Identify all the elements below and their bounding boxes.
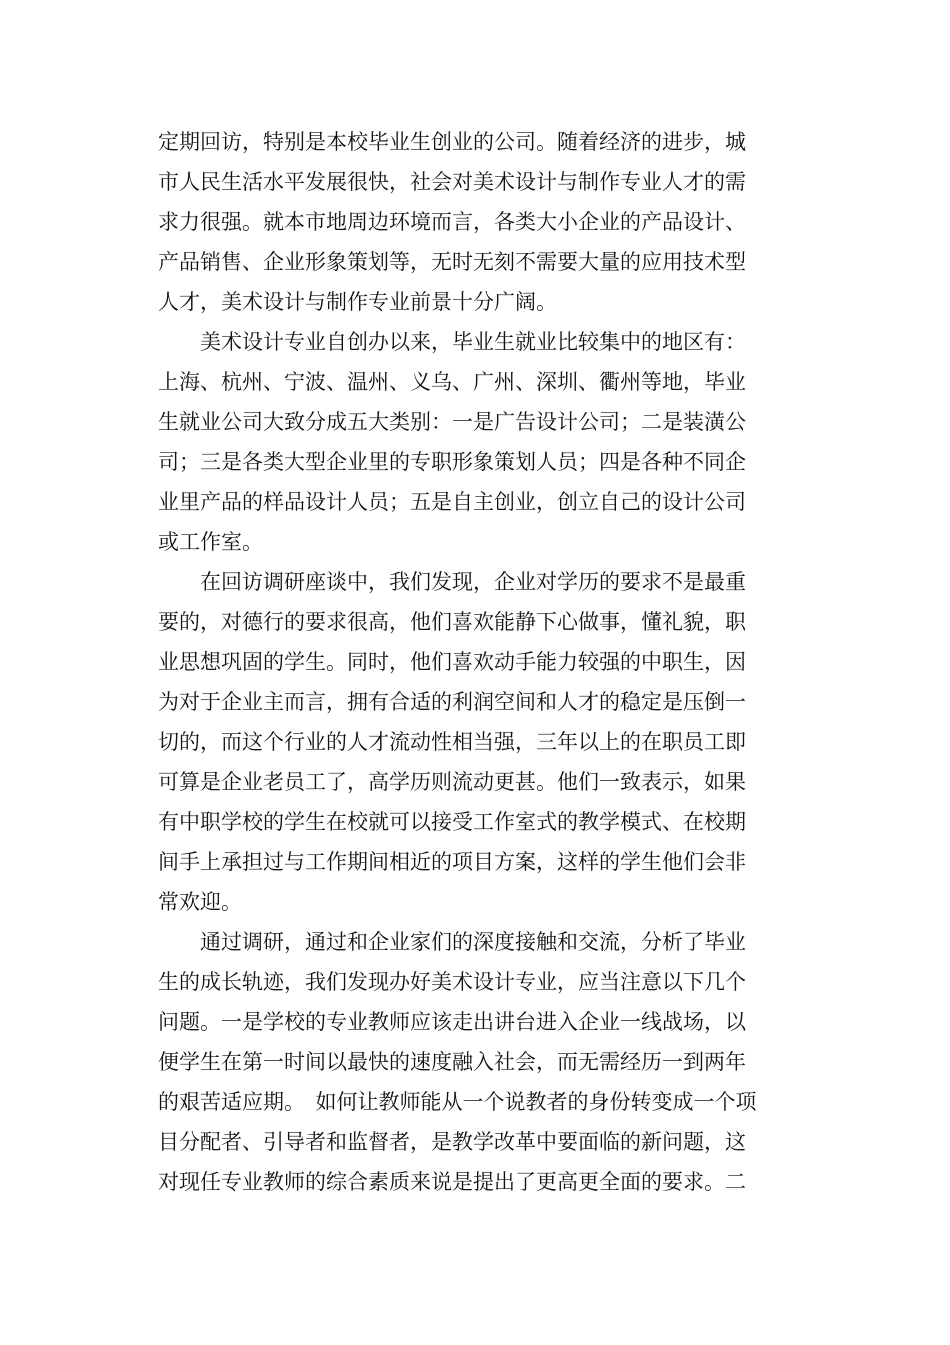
text-line: 生就业公司大致分成五大类别：一是广告设计公司；二是装潢公 <box>158 410 746 434</box>
text-line: 业思想巩固的学生。同时，他们喜欢动手能力较强的中职生，因 <box>158 650 746 674</box>
text-line: 求力很强。就本市地周边环境而言，各类大小企业的产品设计、 <box>158 210 746 234</box>
text-line: 有中职学校的学生在校就可以接受工作室式的教学模式、在校期 <box>158 810 746 834</box>
text-line: 上海、杭州、宁波、温州、义乌、广州、深圳、衢州等地，毕业 <box>158 370 746 394</box>
text-line: 对现任专业教师的综合素质来说是提出了更高更全面的要求。二 <box>158 1170 746 1194</box>
text-line: 可算是企业老员工了，高学历则流动更甚。他们一致表示，如果 <box>158 770 746 794</box>
text-line: 便学生在第一时间以最快的速度融入社会，而无需经历一到两年 <box>158 1050 746 1074</box>
text-line: 目分配者、引导者和监督者，是教学改革中要面临的新问题，这 <box>158 1130 746 1154</box>
text-line: 间手上承担过与工作期间相近的项目方案，这样的学生他们会非 <box>158 850 746 874</box>
text-line: 常欢迎。 <box>158 890 242 914</box>
text-line: 的艰苦适应期。 如何让教师能从一个说教者的身份转变成一个项 <box>158 1090 757 1114</box>
text-line: 人才，美术设计与制作专业前景十分广阔。 <box>158 290 557 314</box>
text-line: 司；三是各类大型企业里的专职形象策划人员；四是各种不同企 <box>158 450 746 474</box>
text-line: 定期回访，特别是本校毕业生创业的公司。随着经济的进步，城 <box>158 130 746 154</box>
text-line: 市人民生活水平发展很快，社会对美术设计与制作专业人才的需 <box>158 170 746 194</box>
text-line: 问题。一是学校的专业教师应该走出讲台进入企业一线战场，以 <box>158 1010 746 1034</box>
body-text <box>158 122 778 1202</box>
text-line: 在回访调研座谈中，我们发现，企业对学历的要求不是最重 <box>158 570 746 594</box>
text-line: 通过调研，通过和企业家们的深度接触和交流，分析了毕业 <box>158 930 746 954</box>
text-line: 为对于企业主而言，拥有合适的利润空间和人才的稳定是压倒一 <box>158 690 746 714</box>
text-line: 产品销售、企业形象策划等，无时无刻不需要大量的应用技术型 <box>158 250 746 274</box>
text-line: 业里产品的样品设计人员；五是自主创业，创立自己的设计公司 <box>158 490 746 514</box>
text-line: 生的成长轨迹，我们发现办好美术设计专业，应当注意以下几个 <box>158 970 746 994</box>
text-line: 或工作室。 <box>158 530 263 554</box>
text-line: 切的，而这个行业的人才流动性相当强，三年以上的在职员工即 <box>158 730 746 754</box>
text-line: 美术设计专业自创办以来，毕业生就业比较集中的地区有： <box>158 330 746 354</box>
text-line: 要的，对德行的要求很高，他们喜欢能静下心做事，懂礼貌，职 <box>158 610 746 634</box>
